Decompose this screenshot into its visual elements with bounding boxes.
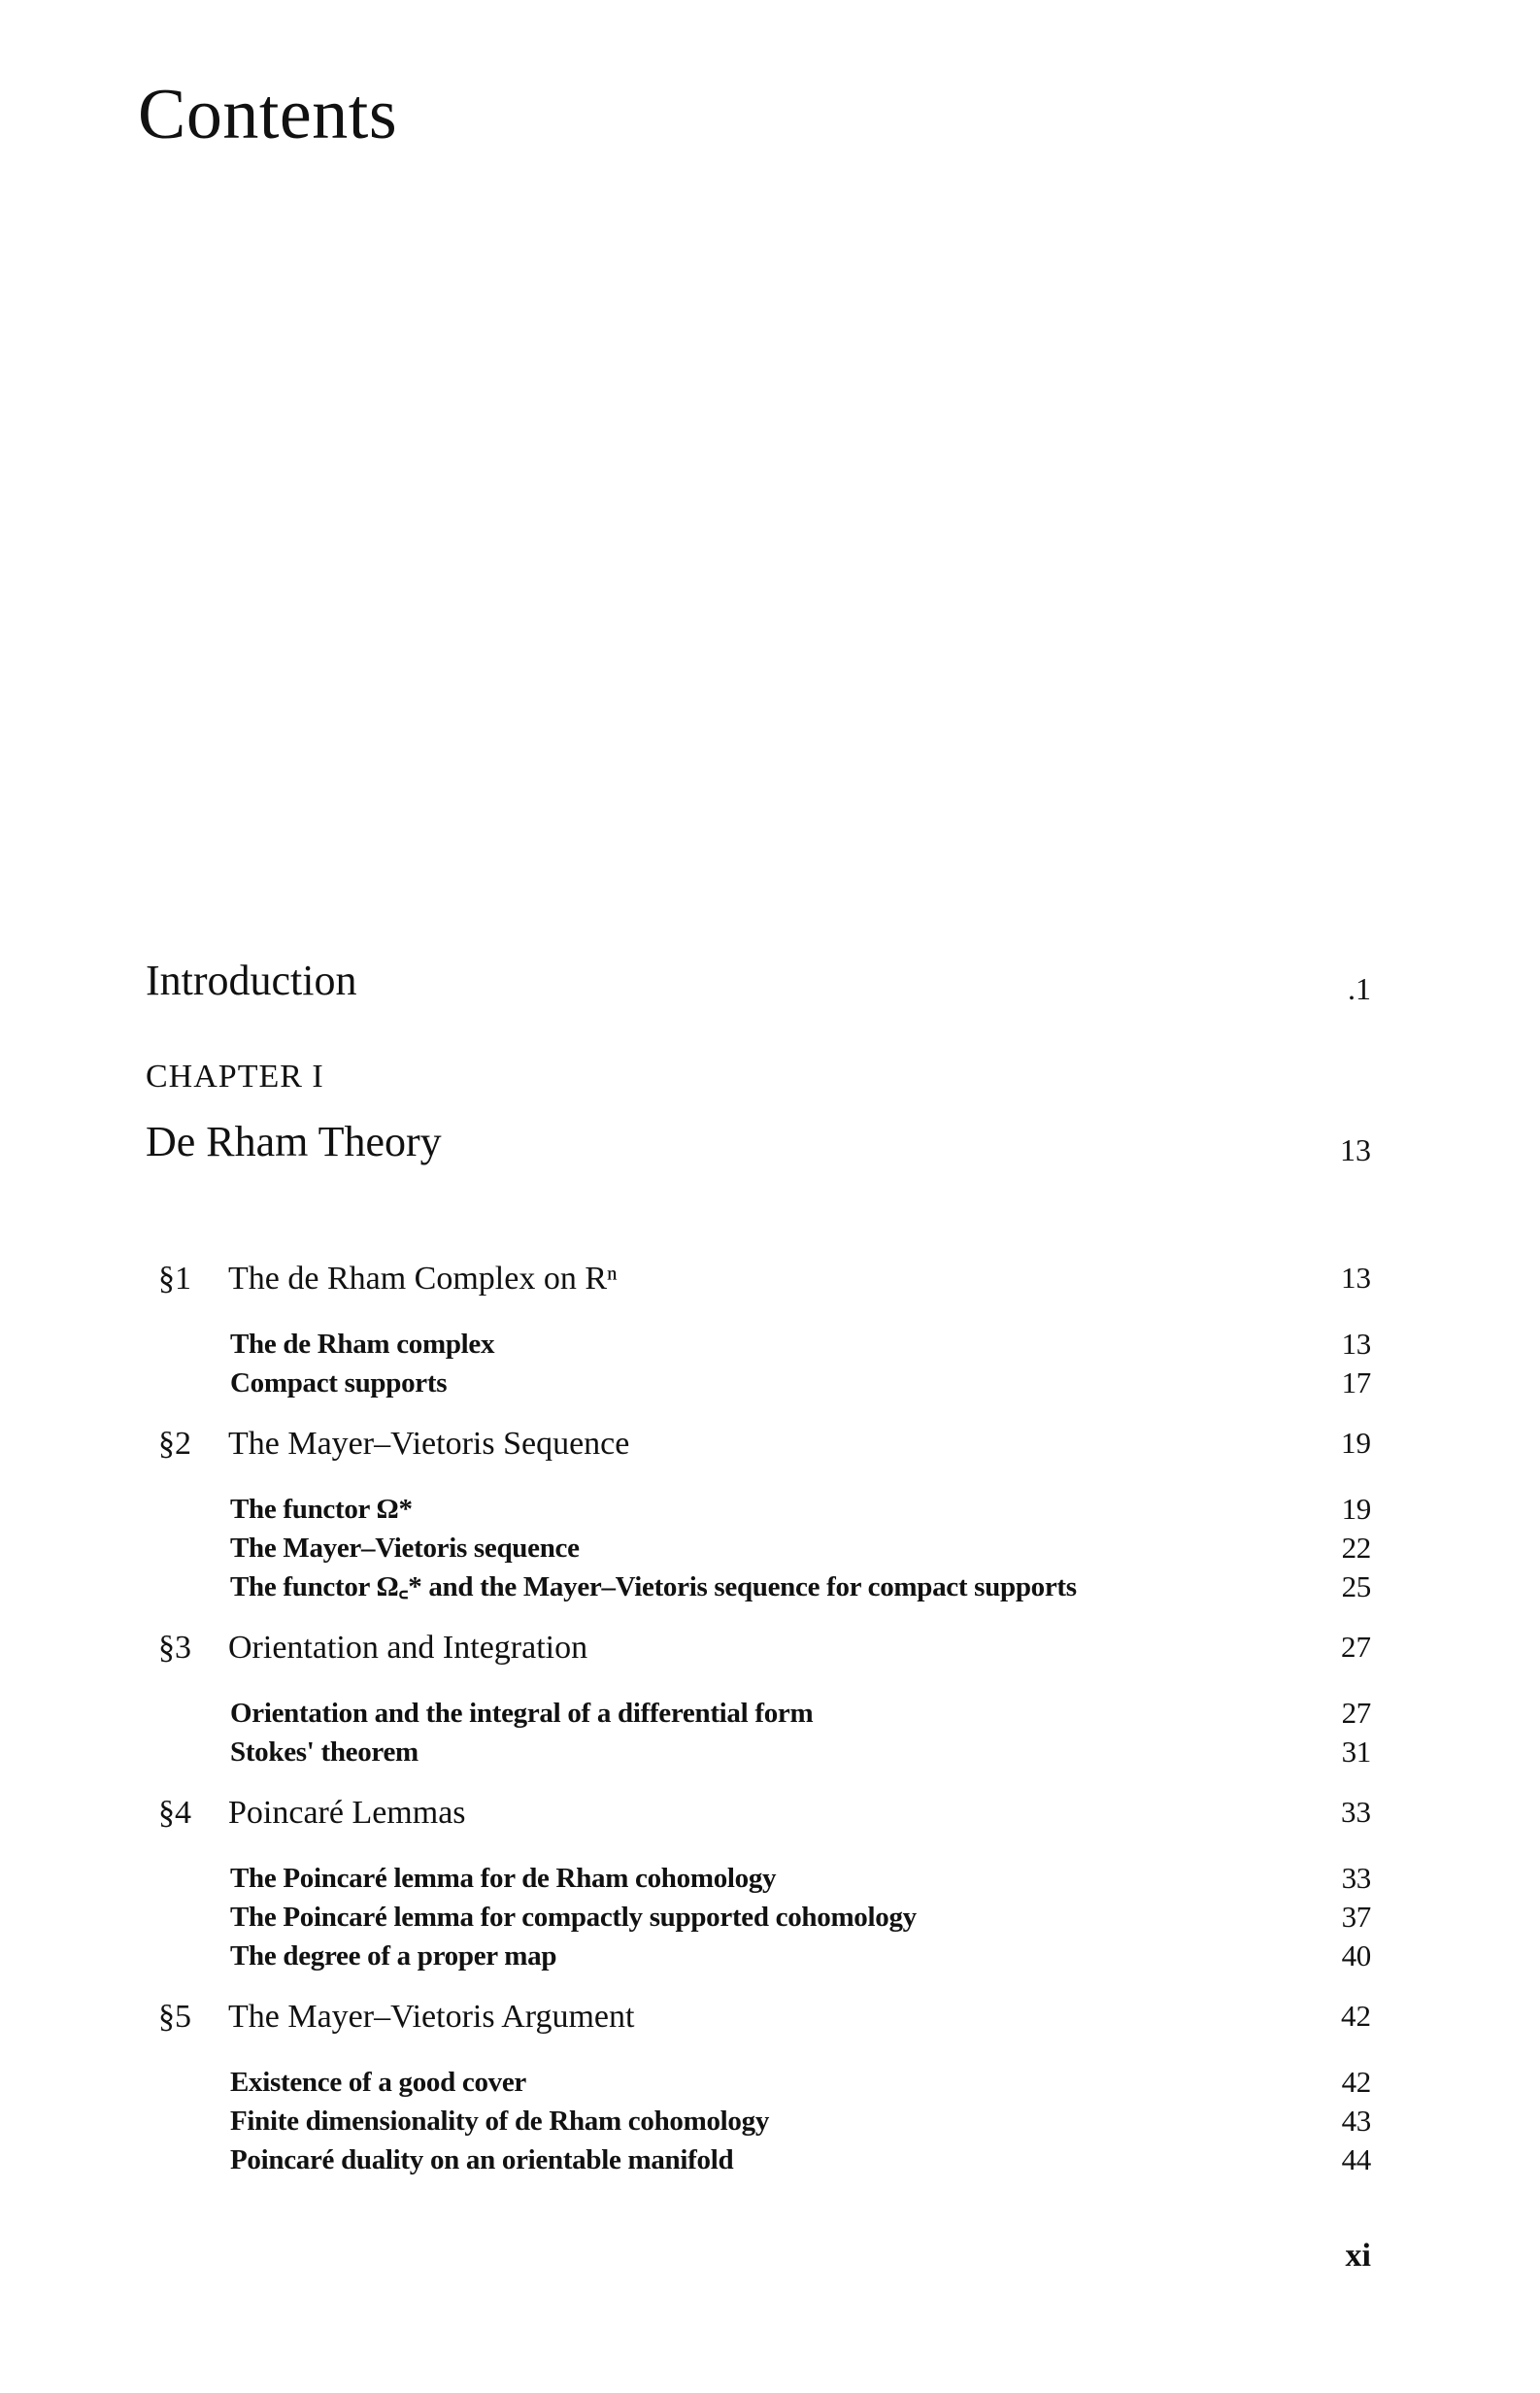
subsection-title: The Mayer–Vietoris sequence <box>230 1533 580 1564</box>
section-title: Poincaré Lemmas <box>228 1795 466 1831</box>
subsection-title: The functor Ω* <box>230 1494 413 1525</box>
section-title: The Mayer–Vietoris Argument <box>228 1999 635 2035</box>
toc-subsection[interactable] <box>230 2102 1371 2140</box>
subsection-page: 33 <box>1341 1861 1371 1895</box>
section-number: §5 <box>158 1999 191 2035</box>
subsection-title: The functor Ω꜀* and the Mayer–Vietoris sequence for compact supports <box>230 1571 1077 1602</box>
toc-subsection[interactable] <box>230 1898 1371 1937</box>
subsection-title: The Poincaré lemma for de Rham cohomology <box>230 1863 777 1894</box>
section-number: §2 <box>158 1426 191 1462</box>
section-page: 33 <box>1341 1795 1371 1829</box>
chapter-label: CHAPTER I <box>146 1059 324 1095</box>
subsection-page: 17 <box>1341 1365 1371 1399</box>
toc-introduction[interactable] <box>146 956 1371 1005</box>
subsection-title: Orientation and the integral of a differential form <box>230 1698 814 1729</box>
subsection-title: Stokes' theorem <box>230 1736 418 1768</box>
subsection-title: Poincaré duality on an orientable manifold <box>230 2144 734 2175</box>
toc-subsection[interactable] <box>230 2140 1371 2179</box>
subsection-page: 25 <box>1341 1569 1371 1603</box>
section-number: §1 <box>158 1261 191 1297</box>
subsection-page: 37 <box>1341 1900 1371 1934</box>
subsection-list <box>230 1325 1371 1402</box>
subsection-title: The de Rham complex <box>230 1329 495 1360</box>
toc-subsection[interactable] <box>230 1733 1371 1771</box>
page-folio: xi <box>1345 2238 1371 2274</box>
subsection-page: 44 <box>1341 2142 1371 2176</box>
toc-chapter-1[interactable] <box>146 1117 1371 1166</box>
subsection-title: Compact supports <box>230 1367 448 1399</box>
subsection-page: 42 <box>1341 2065 1371 2099</box>
section-title: Orientation and Integration <box>228 1630 588 1666</box>
toc-subsection[interactable] <box>230 1529 1371 1567</box>
introduction-title: Introduction <box>146 957 357 1004</box>
subsection-page: 40 <box>1341 1938 1371 1972</box>
subsection-page: 13 <box>1341 1327 1371 1361</box>
subsection-title: Finite dimensionality of de Rham cohomology <box>230 2106 770 2137</box>
chapter-title: De Rham Theory <box>146 1118 442 1165</box>
section-page: 42 <box>1341 1999 1371 2033</box>
chapter-page: 13 <box>1340 1132 1371 1167</box>
section-page: 27 <box>1341 1630 1371 1664</box>
subsection-page: 19 <box>1341 1492 1371 1526</box>
subsection-list <box>230 1859 1371 1975</box>
subsection-list <box>230 1694 1371 1771</box>
toc-subsection[interactable] <box>230 1567 1371 1606</box>
toc-subsection[interactable] <box>230 1694 1371 1733</box>
subsection-page: 22 <box>1341 1531 1371 1565</box>
subsection-list <box>230 1490 1371 1606</box>
section-title: The de Rham Complex on Rⁿ <box>228 1261 618 1297</box>
subsection-list <box>230 2063 1371 2179</box>
subsection-page: 43 <box>1341 2104 1371 2138</box>
section-page: 13 <box>1341 1261 1371 1295</box>
subsection-page: 27 <box>1341 1696 1371 1730</box>
subsection-title: The degree of a proper map <box>230 1940 557 1972</box>
toc-subsection[interactable] <box>230 1859 1371 1898</box>
page-title: Contents <box>138 75 398 154</box>
introduction-page: .1 <box>1348 971 1371 1006</box>
section-title: The Mayer–Vietoris Sequence <box>228 1426 630 1462</box>
toc-subsection[interactable] <box>230 1364 1371 1402</box>
subsection-title: Existence of a good cover <box>230 2067 526 2098</box>
subsection-page: 31 <box>1341 1735 1371 1769</box>
section-page: 19 <box>1341 1426 1371 1460</box>
toc-subsection[interactable] <box>230 1325 1371 1364</box>
toc-subsection[interactable] <box>230 1937 1371 1975</box>
subsection-title: The Poincaré lemma for compactly supported cohomology <box>230 1902 917 1933</box>
toc-subsection[interactable] <box>230 2063 1371 2102</box>
toc-subsection[interactable] <box>230 1490 1371 1529</box>
section-number: §4 <box>158 1795 191 1831</box>
section-number: §3 <box>158 1630 191 1666</box>
